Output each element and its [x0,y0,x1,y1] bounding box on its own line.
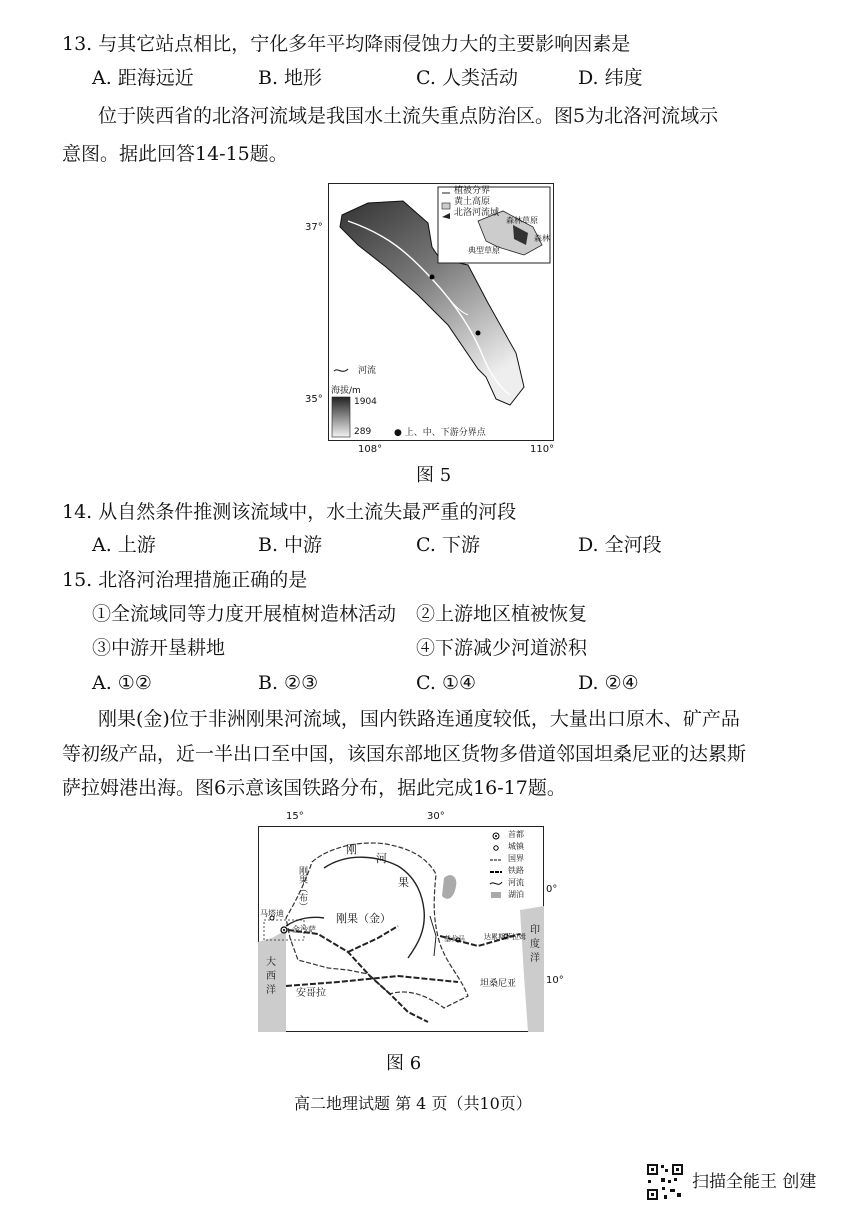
label-congo-river-2: 果 [398,876,409,889]
label-congo-brazzaville: 刚果（布） [297,866,307,911]
q15-item-3: ③中游开垦耕地 [92,637,226,659]
figure-6-map [258,826,544,1032]
label-kinshasa: 金沙萨 [292,925,316,934]
intro-16-17-line-2: 等初级产品，近一半出口至中国，该国东部地区货物多借道邻国坦桑尼亚的达累斯 [62,743,747,765]
legend-elevation-title: 海拔/m [331,386,361,396]
inset-legend-2: 黄土高原 [454,197,491,207]
q15-option-d: D. ②④ [578,672,639,694]
q14-option-a: A. 上游 [92,534,156,556]
label-tanzania: 坦桑尼亚 [480,979,517,989]
q13-stem: 13. 与其它站点相比，宁化多年平均降雨侵蚀力大的主要影响因素是 [62,33,631,55]
inset-legend-1: 植被分界 [454,186,491,196]
q15-option-b: B. ②③ [258,672,319,694]
fig5-lon-108: 108° [358,444,383,455]
q15-option-c: C. ①④ [416,672,477,694]
label-indian-2: 度 [530,939,540,950]
fig5-lat-37: 37° [305,222,323,233]
legend-boundary-points: ● 上、中、下游分界点 [394,428,486,438]
qr-code-icon [646,1163,684,1201]
inset-label-forest: 森林 [534,234,550,243]
label-dar-es-salaam: 达累斯萨拉姆 [484,933,526,941]
q13-option-d: D. 纬度 [578,67,643,89]
inset-legend-3: 北洛河流域 [454,208,500,218]
legend-elevation-max: 1904 [354,397,377,407]
q15-item-2: ②上游地区植被恢复 [416,603,588,625]
legend-river: 河流 [358,366,377,376]
intro-16-17-line-1: 刚果(金)位于非洲刚果河流域，国内铁路连通度较低，大量出口原木、矿产品 [98,708,740,730]
q15-item-4: ④下游减少河道淤积 [416,637,588,659]
intro-14-15-line-1: 位于陕西省的北洛河流域是我国水土流失重点防治区。图5为北洛河流域示 [98,105,719,127]
intro-16-17-line-3: 萨拉姆港出海。图6示意该国铁路分布，据此完成16-17题。 [62,777,566,799]
label-indian-1: 印 [530,925,540,936]
label-atlantic-1: 大 [266,957,276,968]
label-drc: 刚果（金） [336,912,391,925]
legend-lake: 湖泊 [508,890,524,899]
legend-border: 国界 [508,854,524,863]
label-congo-river-3: 河 [376,852,387,865]
q14-option-d: D. 全河段 [578,534,662,556]
q13-option-c: C. 人类活动 [416,67,518,89]
fig6-lat-10: 10° [546,975,564,986]
label-matadi: 马塔迪 [260,909,284,918]
boundary-point [430,275,435,280]
intro-14-15-line-2: 意图。据此回答14-15题。 [62,143,288,165]
legend-elevation-min: 289 [354,427,372,437]
q13-option-b: B. 地形 [258,67,323,89]
scanner-watermark: 扫描全能王 创建 [692,1172,817,1192]
label-congo-river-1: 刚 [346,843,357,856]
fig6-lon-15: 15° [286,811,304,822]
figure-6-caption: 图 6 [386,1053,422,1074]
label-angola: 安哥拉 [296,988,326,999]
fig6-lat-0: 0° [546,884,558,895]
q14-option-c: C. 下游 [416,534,480,556]
fig6-lon-30: 30° [427,811,445,822]
q15-stem: 15. 北洛河治理措施正确的是 [62,569,308,591]
legend-railway: 铁路 [508,866,524,875]
label-kigoma: 基戈马 [444,935,465,943]
label-atlantic-2: 西 [266,971,276,982]
page-footer: 高二地理试题 第 4 页（共10页） [294,1094,532,1113]
label-atlantic-3: 洋 [266,985,276,996]
figure-5-map [328,183,554,441]
q15-item-1: ①全流域同等力度开展植树造林活动 [92,603,397,625]
legend-capital: 首都 [508,830,524,839]
inset-label-steppe: 典型草原 [468,246,500,255]
q13-option-a: A. 距海远近 [92,67,194,89]
fig5-lon-110: 110° [530,444,555,455]
q14-option-b: B. 中游 [258,534,323,556]
q15-option-a: A. ①② [92,672,152,694]
inset-label-forest-steppe: 森林草原 [506,216,538,225]
legend-river: 河流 [508,878,524,887]
label-indian-3: 洋 [530,953,540,964]
fig5-lat-35: 35° [305,394,323,405]
figure-5-caption: 图 5 [416,465,452,486]
legend-town: 城镇 [508,842,524,851]
q14-stem: 14. 从自然条件推测该流域中，水土流失最严重的河段 [62,501,517,523]
